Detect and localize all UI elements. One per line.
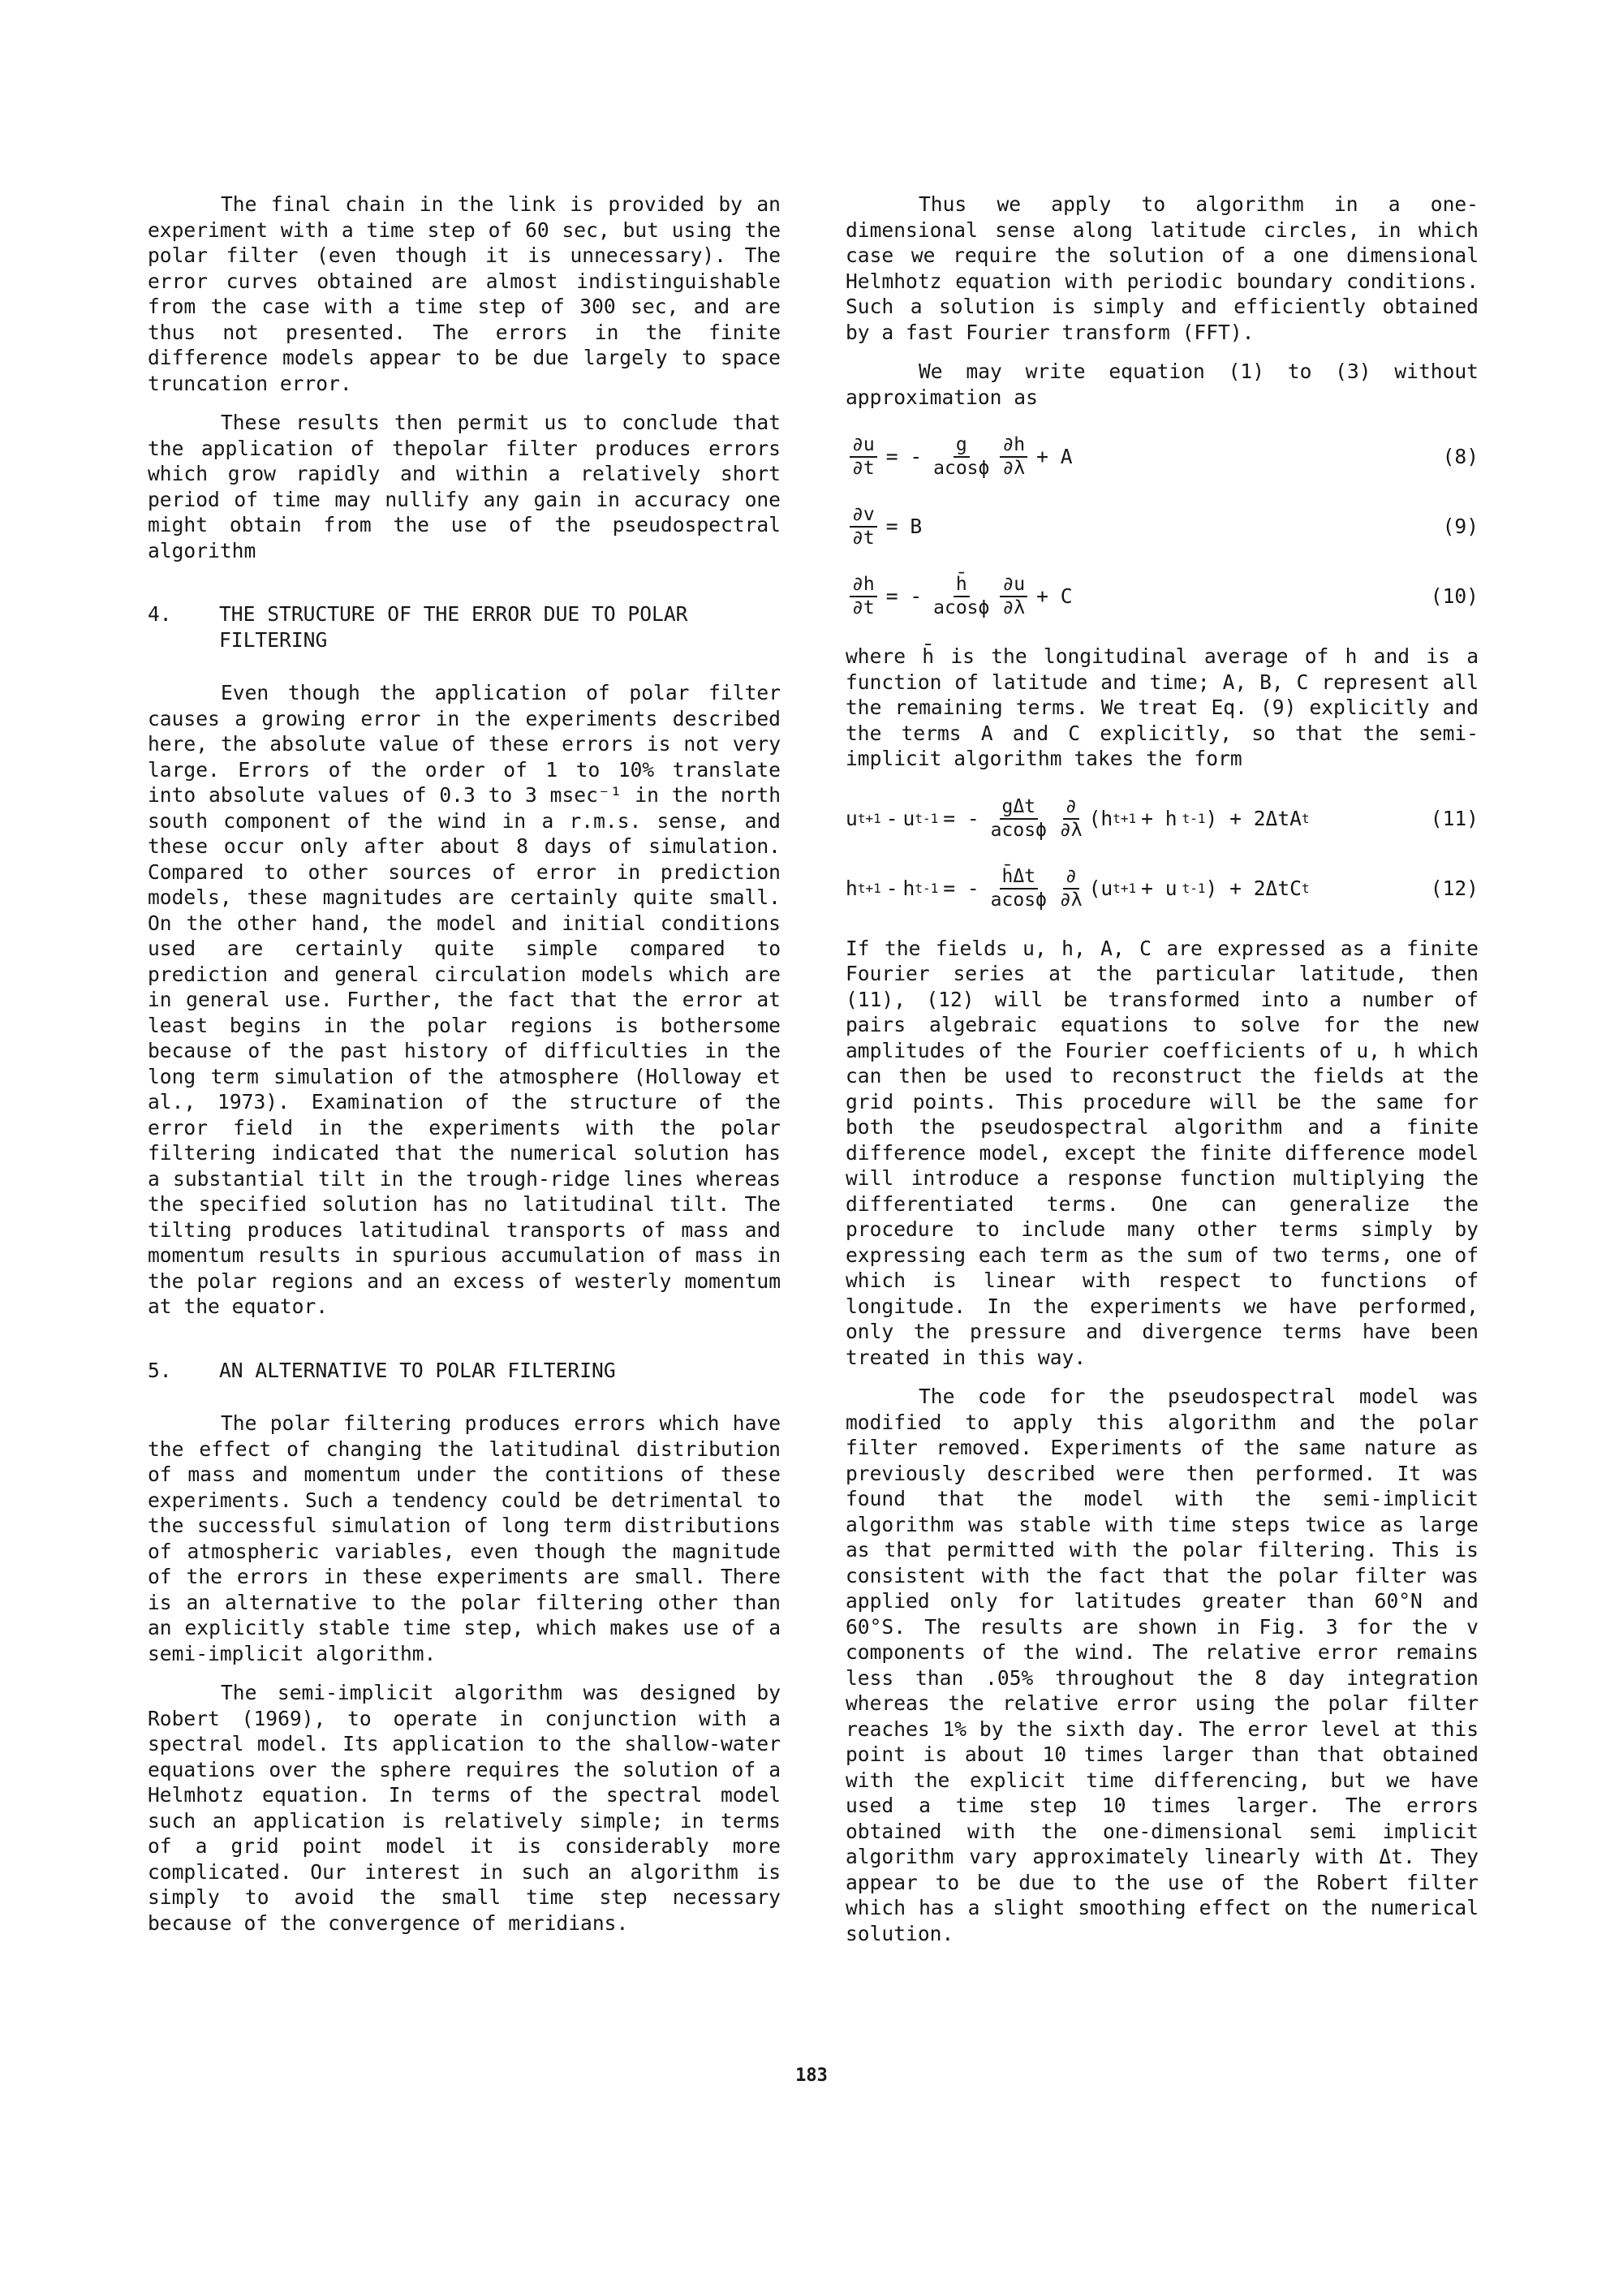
equation-number: (10) [1430, 584, 1479, 609]
fraction: $\frac{\partial h}{\partial t}$ [850, 574, 877, 619]
equation-number: (8) [1442, 445, 1479, 469]
fraction: $\frac{\partial}{\partial\lambda}$ [1059, 795, 1083, 841]
section-title: THE STRUCTURE OF THE ERROR DUE TO POLAR FILTERING [219, 602, 688, 652]
fraction: $\frac{\partial}{\partial\lambda}$ [1059, 865, 1083, 911]
equation-number: (11) [1430, 806, 1479, 830]
fraction: $\frac{\partial u}{\partial\lambda}$ [1000, 574, 1027, 619]
fraction: $\frac{h̄\Delta t}{acos\phi}$ [990, 865, 1047, 911]
paragraph: We may write equation (1) to (3) without approximation as [846, 360, 1479, 409]
equation-number: (9) [1442, 515, 1479, 539]
equation-8: $\frac{\partial u}{\partial t}$ = - $\frac{g}{acos\phi}$ $\frac{\partial h}{\partial\lambda}$ + A (8) [846, 434, 1479, 480]
section-number: 5. [148, 1358, 172, 1382]
paragraph: These results then permit us to conclude that the application of thepolar filter produces errors which grow rapidly and within a relatively short period of time may nullify any gain in accuracy one might obtain from the use of the pseudospectral algorithm [148, 411, 781, 562]
fraction: $\frac{\partial h}{\partial\lambda}$ [1000, 434, 1027, 480]
section-heading-4 [148, 601, 781, 653]
page-number: 183 [795, 2066, 828, 2086]
section-title: AN ALTERNATIVE TO POLAR FILTERING [219, 1358, 616, 1382]
right-column [846, 192, 1479, 1960]
left-column [148, 192, 781, 1949]
equation-11: u t+1 - u t-1 = - $\frac{\text{gΔt}}{acos\phi}$ $\frac{\partial}{\partial\lambda}$ (h t+1 + h t-1 ) + 2ΔtA t (11) [846, 795, 1479, 841]
fraction: $\frac{\partial u}{\partial t}$ [850, 434, 877, 480]
fraction: $\frac{\text{gΔt}}{acos\phi}$ [990, 795, 1047, 841]
paragraph: The code for the pseudospectral model was modified to apply this algorithm and the polar filter removed. Experiments of the same nature as previously described were then performed. It was found that the model with the semi-implicit algorithm was stable with time steps twice as large as that permitted with the polar filtering. This is consistent with the fact that the polar filter was applied only for latitudes greater than 60°N and 60°S. The results are shown in Fig. 3 for the v components of the wind. The relative error remains less than .05% throughout the 8 day integration whereas the relative error using the polar filter reaches 1% by the sixth day. The error level at this point is about 10 times larger than that obtained with the explicit time differencing, but we have used a time step 10 times larger. The errors obtained with the one-dimensional semi implicit algorithm vary approximately linearly with Δt. They appear to be due to the use of the Robert filter which has a slight smoothing effect on the numerical solution. [846, 1385, 1479, 1945]
fraction: $\frac{g}{acos\phi}$ [933, 434, 990, 479]
equation-12: h t+1 - h t-1 = - $\frac{h̄\Delta t}{acos\phi}$ $\frac{\partial}{\partial\lambda}$ (u t+1 + u t-1 ) + 2ΔtC t (12) [846, 865, 1479, 911]
paragraph: If the fields u, h, A, C are expressed as a finite Fourier series at the particular latitude, then (11), (12) will be transformed into a number of pairs algebraic equations to solve for the new amplitudes of the Fourier coefficients of u, h which can then be used to reconstruct the fields at the grid points. This procedure will be the same for both the pseudospectral algorithm and a finite difference model, except the finite difference model will introduce a response function multiplying the differentiated terms. One can generalize the procedure to include many other terms simply by expressing each term as the sum of two terms, one of which is linear with respect to functions of longitude. In the experiments we have performed, only the pressure and divergence terms have been treated in this way. [846, 936, 1479, 1369]
paragraph: Thus we apply to algorithm in a one-dimensional sense along latitude circles, in which case we require the solution of a one dimensional Helmhotz equation with periodic boundary conditions. Such a solution is simply and efficiently obtained by a fast Fourier transform (FFT). [846, 192, 1479, 344]
equation-number: (12) [1430, 876, 1479, 900]
paragraph: The semi-implicit algorithm was designed by Robert (1969), to operate in conjunction with a spectral model. Its application to the shallow-water equations over the sphere requires the solution of a Helmhotz equation. In terms of the spectral model such an application is relatively simple; in terms of a grid point model it is considerably more complicated. Our interest in such an algorithm is simply to avoid the small time step necessary because of the convergence of meridians. [148, 1681, 781, 1935]
paragraph: The polar filtering produces errors which have the effect of changing the latitudinal distribution of mass and momentum under the contitions of these experiments. Such a tendency could be detrimental to the successful simulation of long term distributions of atmospheric variables, even though the magnitude of the errors in these experiments are small. There is an alternative to the polar filtering other than an explicitly stable time step, which makes use of a semi-implicit algorithm. [148, 1411, 781, 1665]
section-heading-5 [148, 1358, 781, 1384]
paragraph: where h̄ is the longitudinal average of h and is a function of latitude and time; A, B, C represent all the remaining terms. We treat Eq. (9) explicitly and the terms A and C explicitly, so that the semi-implicit algorithm takes the form [846, 644, 1479, 770]
equation-10: $\frac{\partial h}{\partial t}$ = - $\frac{h̄}{acos\phi}$ $\frac{\partial u}{\partial\lambda}$ + C (10) [846, 574, 1479, 619]
fraction: $\frac{h̄}{acos\phi}$ [933, 574, 990, 618]
equation-9: $\frac{\partial v}{\partial t}$ = B (9) [846, 504, 1479, 549]
section-number: 4. [148, 602, 172, 626]
paragraph: Even though the application of polar filter causes a growing error in the experiments described here, the absolute value of these errors is not very large. Errors of the order of 1 to 10% translate into absolute values of 0.3 to 3 msec⁻¹ in the north south component of the wind in a r.m.s. sense, and these occur only after about 8 days of simulation. Compared to other sources of error in prediction models, these magnitudes are certainly quite small. On the other hand, the model and initial conditions used are certainly quite simple compared to prediction and general circulation models which are in general use. Further, the fact that the error at least begins in the polar regions is bothersome because of the past history of difficulties in the long term simulation of the atmosphere (Holloway et al., 1973). Examination of the structure of the error field in the experiments with the polar filtering indicated that the numerical solution has a substantial tilt in the trough-ridge lines whereas the specified solution has no latitudinal tilt. The tilting produces latitudinal transports of mass and momentum results in spurious accumulation of mass in the polar regions and an excess of westerly momentum at the equator. [148, 681, 781, 1318]
fraction: $\frac{\partial v}{\partial t}$ [850, 504, 877, 549]
paragraph: The final chain in the link is provided by an experiment with a time step of 60 sec, but using the polar filter (even though it is unnecessary). The error curves obtained are almost indistinguishable from the case with a time step of 300 sec, and are thus not presented. The errors in the finite difference models appear to be due largely to space truncation error. [148, 192, 781, 395]
